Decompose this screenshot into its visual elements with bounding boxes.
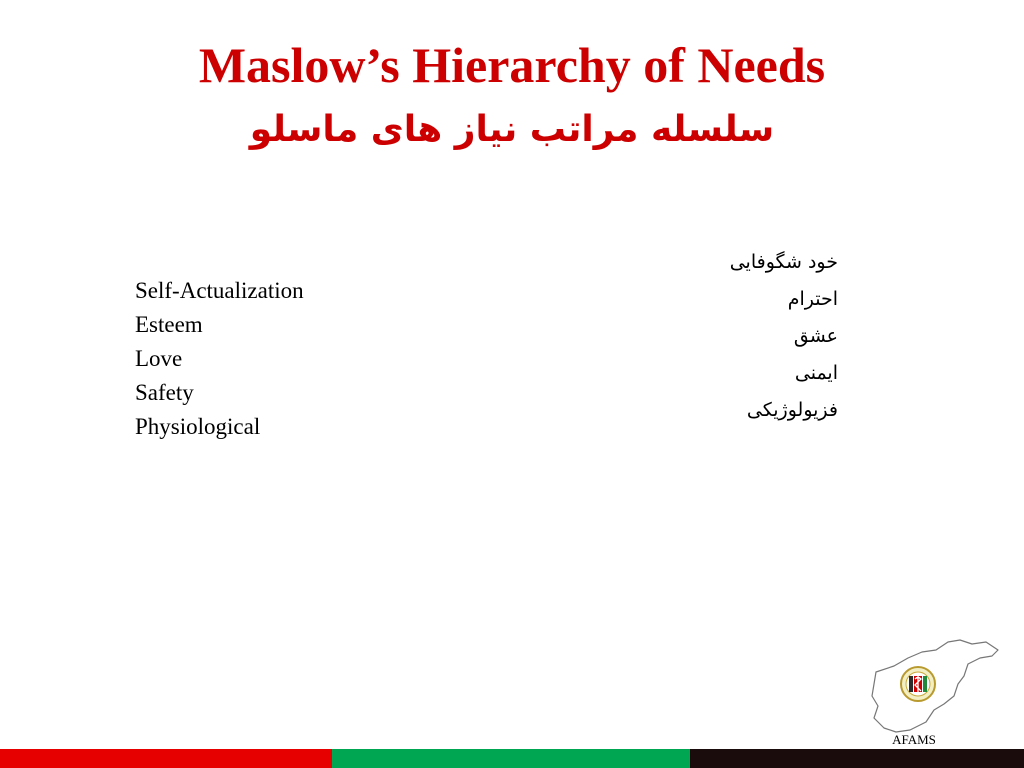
need-en-physiological: Physiological <box>135 414 261 439</box>
needs-list-fa <box>730 244 838 429</box>
needs-list-en <box>135 274 304 444</box>
need-fa-self-actualization: خود شگوفایی <box>729 251 838 273</box>
need-en-love: Love <box>135 346 183 371</box>
need-fa-safety: ایمنی <box>794 362 838 384</box>
need-en-safety: Safety <box>135 380 194 405</box>
afams-caption: AFAMS <box>892 732 936 747</box>
need-en-esteem: Esteem <box>135 312 203 337</box>
need-fa-physiological: فزیولوژیکی <box>746 399 838 421</box>
flag-stripe-green <box>332 749 690 768</box>
slide-title-fa: سلسله مراتب نیاز های ماسلو <box>249 109 775 150</box>
flag-stripe-black <box>690 749 1024 768</box>
need-en-self-actualization: Self-Actualization <box>135 278 304 303</box>
need-fa-esteem: احترام <box>787 288 838 310</box>
need-fa-love: عشق <box>793 325 838 347</box>
flag-stripe-red <box>0 749 332 768</box>
slide-title-en: Maslow’s Hierarchy of Needs <box>198 37 826 93</box>
